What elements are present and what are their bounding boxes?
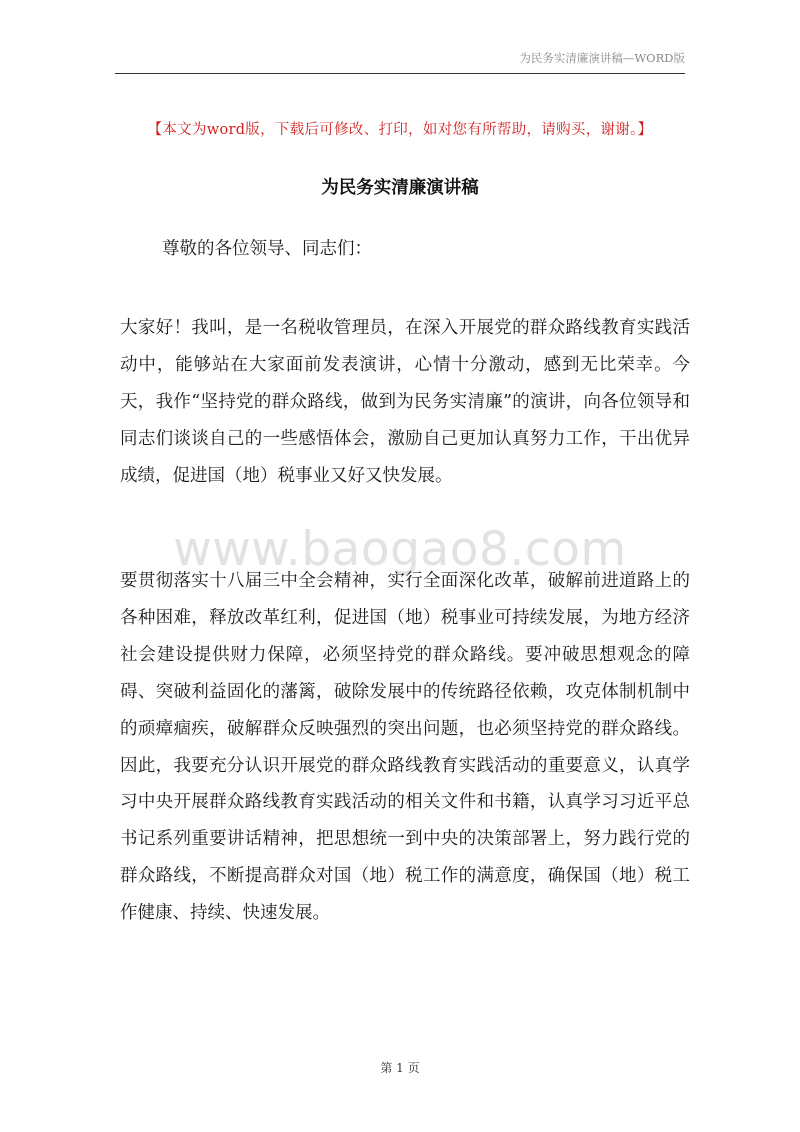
running-header xyxy=(115,50,685,74)
body-paragraph-2: 要贯彻落实十八届三中全会精神，实行全面深化改革，破解前进道路上的各种困难，释放改革红利，促进国（地）税事业可持续发展，为地方经济社会建设提供财力保障，必须坚持党的群众路线。要冲破思想观念的障碍、突破利益固化的藩篱，破除发展中的传统路径依赖，攻克体制机制中的顽瘴痼疾，破解群众反映强烈的突出问题，也必须坚持党的群众路线。因此，我要充分认识开展党的群众路线教育实践活动的重要意义，认真学习中央开展群众路线教育实践活动的相关文件和书籍，认真学习习近平总书记系列重要讲话精神，把思想统一到中央的决策部署上，努力践行党的群众路线，不断提高群众对国（地）税工作的满意度，确保国（地）税工作健康、持续、快速发展。 xyxy=(120,571,690,924)
document-title: 为民务实清廉演讲稿 xyxy=(321,178,479,198)
download-notice: 【本文为word版，下载后可修改、打印，如对您有所帮助，请购买，谢谢。】 xyxy=(147,122,653,138)
running-header-title: 为民务实清廉演讲稿—WORD版 xyxy=(519,51,685,65)
page-number: 第 1 页 xyxy=(380,1061,420,1075)
body-paragraph-1: 大家好！我叫，是一名税收管理员，在深入开展党的群众路线教育实践活动中，能够站在大家面前发表演讲，心情十分激动，感到无比荣幸。今天，我作“坚持党的群众路线，做到为民务实清廉”的演讲，向各位领导和同志们谈谈自己的一些感悟体会，激励自己更加认真努力工作，干出优异成绩，促进国（地）税事业又好又快发展。 xyxy=(120,318,690,486)
site-watermark: www.baogao8.com xyxy=(173,522,627,577)
salutation: 尊敬的各位领导、同志们： xyxy=(162,239,372,259)
